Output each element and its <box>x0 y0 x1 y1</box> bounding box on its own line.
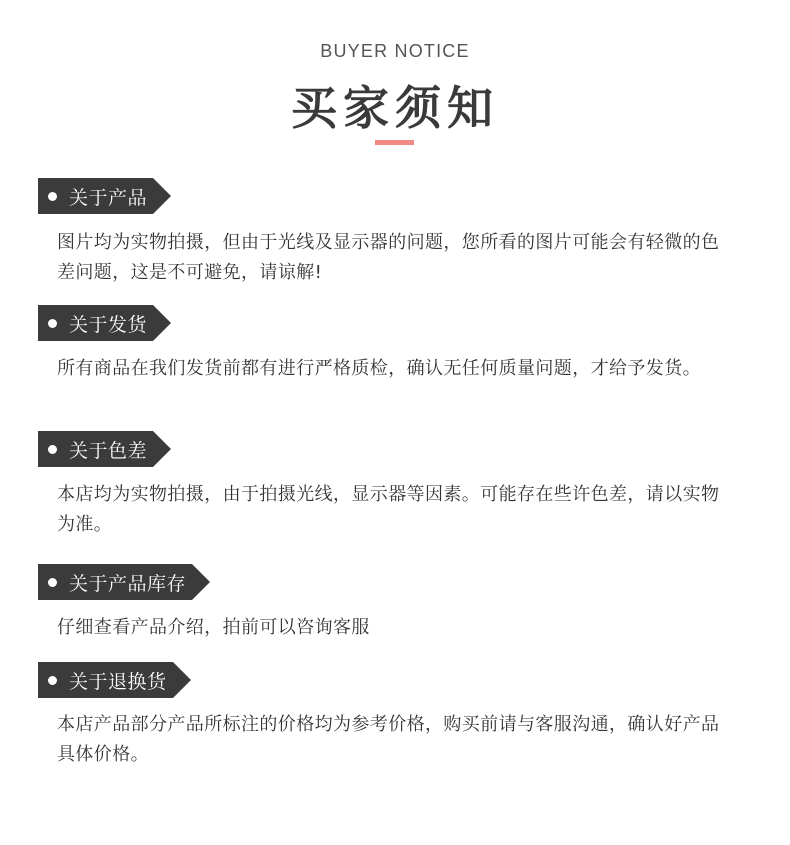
page-title: 买家须知 <box>291 81 499 135</box>
section-body-text: 本店均为实物拍摄，由于拍摄光线，显示器等因素。可能存在些许色差，请以实物为准。 <box>57 484 720 535</box>
tag-arrow-icon <box>173 662 191 698</box>
section-tag <box>38 564 210 600</box>
bullet-dot-icon <box>48 445 57 454</box>
tag-arrow-icon <box>153 305 171 341</box>
section-tag-label: 关于退换货 <box>69 670 167 693</box>
section-tag-label: 关于色差 <box>69 439 148 462</box>
section-tag <box>38 305 171 341</box>
section-body-text: 图片均为实物拍摄，但由于光线及显示器的问题，您所看的图片可能会有轻微的色差问题，这是不可避免，请谅解! <box>57 232 720 283</box>
bullet-dot-icon <box>48 578 57 587</box>
section-tag-label: 关于产品 <box>69 186 148 209</box>
tag-arrow-icon <box>153 178 171 214</box>
section-tag <box>38 662 191 698</box>
section-tag-label: 关于发货 <box>69 313 148 336</box>
title-accent-bar <box>375 140 414 145</box>
tag-arrow-icon <box>192 564 210 600</box>
bullet-dot-icon <box>48 676 57 685</box>
section-tag-label: 关于产品库存 <box>69 572 187 595</box>
bullet-dot-icon <box>48 319 57 328</box>
tag-arrow-icon <box>153 431 171 467</box>
page-subtitle: BUYER NOTICE <box>320 41 470 61</box>
section-body-text: 本店产品部分产品所标注的价格均为参考价格，购买前请与客服沟通，确认好产品具体价格。 <box>57 714 720 765</box>
bullet-dot-icon <box>48 192 57 201</box>
section-tag <box>38 178 171 214</box>
section-body-text: 仔细查看产品介绍，拍前可以咨询客服 <box>57 617 370 638</box>
section-body-text: 所有商品在我们发货前都有进行严格质检，确认无任何质量问题，才给予发货。 <box>57 358 701 379</box>
section-tag <box>38 431 171 467</box>
